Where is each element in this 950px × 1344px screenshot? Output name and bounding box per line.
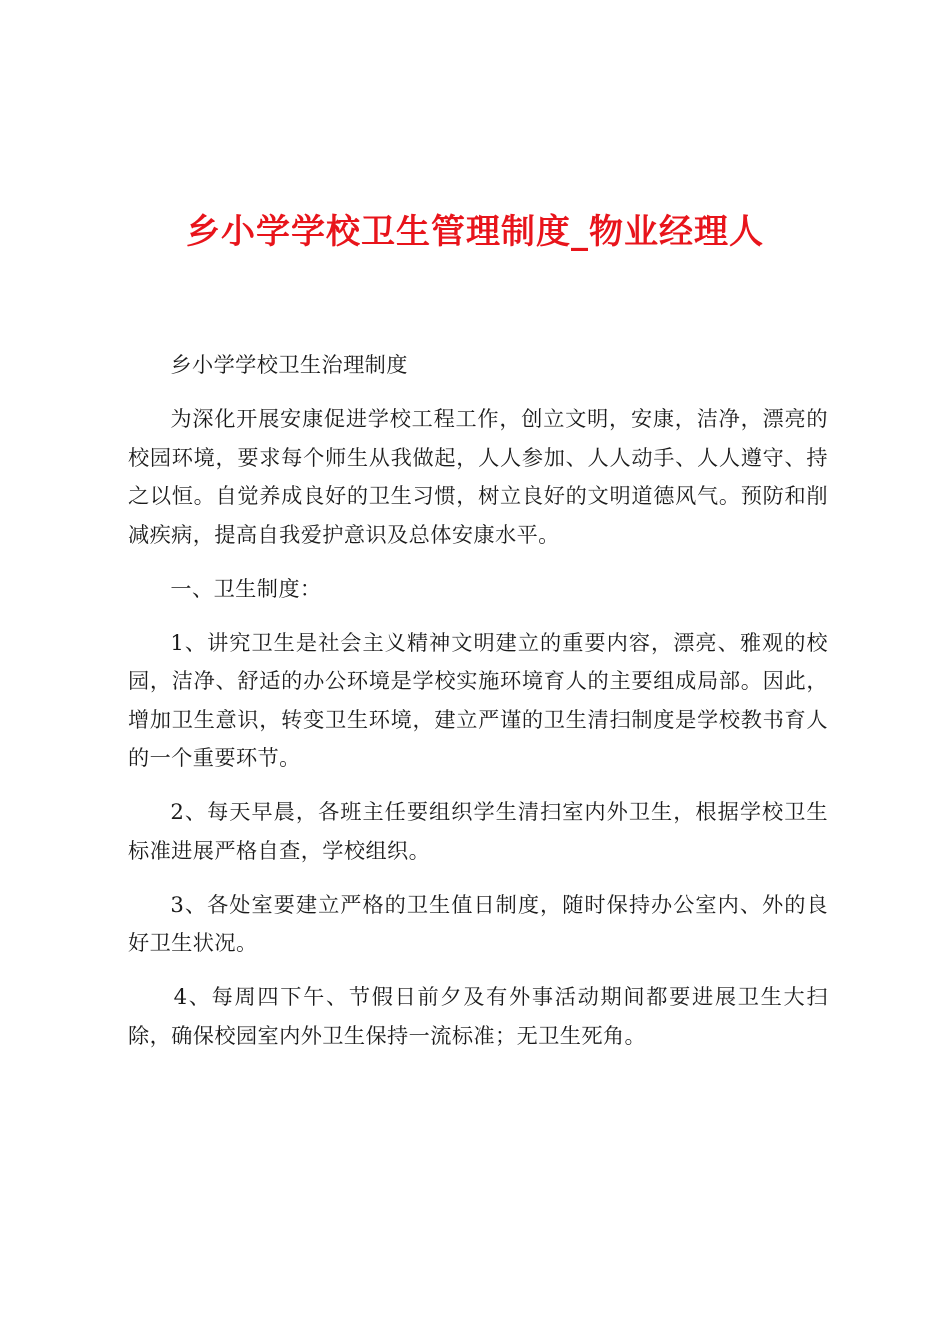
- paragraph-item-2: 2、每天早晨，各班主任要组织学生清扫室内外卫生，根据学校卫生标准进展严格自查，学校组织。: [128, 799, 828, 863]
- paragraph-item-3: 3、各处室要建立严格的卫生值日制度，随时保持办公室内、外的良好卫生状况。: [128, 891, 828, 955]
- paragraph-subtitle: 乡小学学校卫生治理制度: [170, 352, 408, 377]
- paragraph-item-4: 4、每周四下午、节假日前夕及有外事活动期间都要进展卫生大扫除，确保校园室内外卫生保持一流标准；无卫生死角。: [128, 984, 828, 1048]
- document-title: 乡小学学校卫生管理制度_物业经理人: [186, 212, 764, 252]
- section-heading-hygiene-system: 一、卫生制度：: [170, 575, 322, 601]
- paragraph-item-1: 1、讲究卫生是社会主义精神文明建立的重要内容，漂亮、雅观的校园，洁净、舒适的办公环境是学校实施环境育人的主要组成局部。因此，增加卫生意识，转变卫生环境，建立严谨的卫生清扫制度是学校教书育人的一个重要环节。: [128, 629, 828, 770]
- document-body: [128, 346, 828, 1071]
- paragraph-intro: 为深化开展安康促进学校工程工作，创立文明，安康，洁净，漂亮的校园环境，要求每个师生从我做起，人人参加、人人动手、人人遵守、持之以恒。自觉养成良好的卫生习惯，树立良好的文明道德风气。预防和削减疾病，提高自我爱护意识及总体安康水平。: [128, 406, 828, 547]
